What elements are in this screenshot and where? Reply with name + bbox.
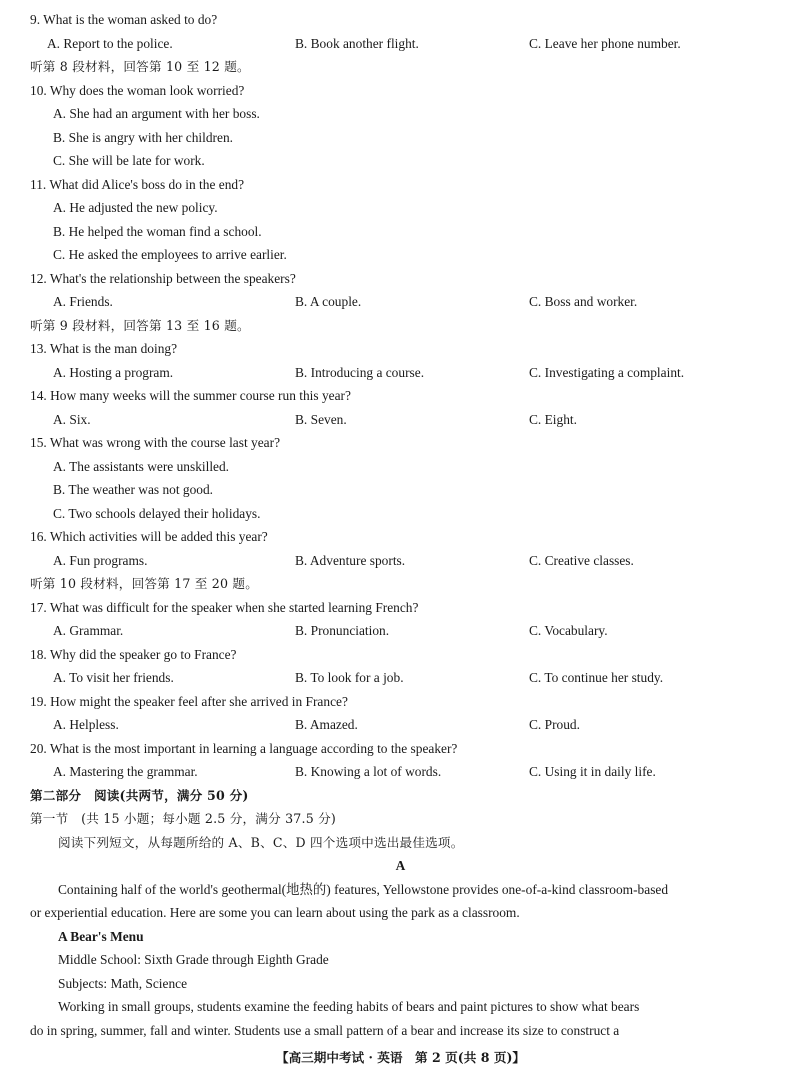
q10-option-c: C. She will be late for work. [53,153,205,168]
passage-intro-line-1: Containing half of the world's geothermal(地热的) features, Yellowstone provides one-of-a-kind classroom-based [58,882,669,897]
section-8-instruction: 听第 8 段材料，回答第 10 至 12 题。 [30,59,250,74]
question-14-options [0,411,801,429]
question-14-stem: 14. How many weeks will the summer course run this year? [30,388,351,403]
q18-option-b: B. To look for a job. [295,670,404,685]
reading-instruction: 阅读下列短文，从每题所给的 A、B、C、D 四个选项中选出最佳选项。 [58,835,464,850]
q14-option-a: A. Six. [53,412,91,427]
question-13-stem: 13. What is the man doing? [30,341,178,356]
q18-option-a: A. To visit her friends. [53,670,174,685]
q17-option-b: B. Pronunciation. [295,623,390,638]
q11-option-b: B. He helped the woman find a school. [53,224,262,239]
passage-intro-line-2: or experiential education. Here are some you can learn about using the park as a classroom. [30,905,520,920]
q12-option-c: C. Boss and worker. [529,294,638,309]
question-20-stem: 20. What is the most important in learning a language according to the speaker? [30,741,458,756]
q11-option-c: C. He asked the employees to arrive earlier. [53,247,287,262]
section-1-title: 第一节 (共 15 小题；每小题 2.5 分，满分 37.5 分) [30,811,337,826]
page-footer: 【高三期中考试 · 英语 第 2 页(共 8 页)】 [275,1050,526,1065]
q13-option-a: A. Hosting a program. [53,365,174,380]
q10-option-a: A. She had an argument with her boss. [53,106,260,121]
question-12-stem: 12. What's the relationship between the speakers? [30,271,296,286]
q14-option-c: C. Eight. [529,412,577,427]
question-20-options [0,763,801,781]
question-18-stem: 18. Why did the speaker go to France? [30,647,237,662]
q17-option-c: C. Vocabulary. [529,623,608,638]
activity-subjects: Subjects: Math, Science [58,976,188,991]
question-15-stem: 15. What was wrong with the course last year? [30,435,281,450]
q12-option-b: B. A couple. [295,294,362,309]
q15-option-b: B. The weather was not good. [53,482,214,497]
q20-option-a: A. Mastering the grammar. [53,764,198,779]
q20-option-b: B. Knowing a lot of words. [295,764,442,779]
activity-level: Middle School: Sixth Grade through Eighth Grade [58,952,329,967]
question-16-stem: 16. Which activities will be added this year? [30,529,268,544]
section-9-instruction: 听第 9 段材料，回答第 13 至 16 题。 [30,318,250,333]
q14-option-b: B. Seven. [295,412,347,427]
activity-title: A Bear's Menu [58,929,144,944]
q13-option-c: C. Investigating a complaint. [529,365,685,380]
question-9-stem: 9. What is the woman asked to do? [30,12,218,27]
question-13-options [0,364,801,382]
question-19-options [0,716,801,734]
q9-option-c: C. Leave her phone number. [529,36,681,51]
question-16-options [0,552,801,570]
q19-option-c: C. Proud. [529,717,580,732]
q9-option-a: A. Report to the police. [47,36,173,51]
q16-option-c: C. Creative classes. [529,553,634,568]
question-10-stem: 10. Why does the woman look worried? [30,83,245,98]
question-19-stem: 19. How might the speaker feel after she arrived in France? [30,694,348,709]
q11-option-a: A. He adjusted the new policy. [53,200,218,215]
q20-option-c: C. Using it in daily life. [529,764,656,779]
activity-body-line-2: do in spring, summer, fall and winter. Students use a small pattern of a bear and increase its size to construct a [30,1023,620,1038]
q15-option-c: C. Two schools delayed their holidays. [53,506,261,521]
q9-option-b: B. Book another flight. [295,36,419,51]
q19-option-b: B. Amazed. [295,717,358,732]
activity-body-line-1: Working in small groups, students examine the feeding habits of bears and paint pictures to show what bears [58,999,640,1014]
passage-label: A [395,858,406,873]
q17-option-a: A. Grammar. [53,623,124,638]
question-17-options [0,622,801,640]
question-9-options [0,35,801,53]
q15-option-a: A. The assistants were unskilled. [53,459,230,474]
q18-option-c: C. To continue her study. [529,670,664,685]
question-11-stem: 11. What did Alice's boss do in the end? [30,177,245,192]
question-18-options [0,669,801,687]
q16-option-a: A. Fun programs. [53,553,148,568]
q13-option-b: B. Introducing a course. [295,365,425,380]
part-2-title: 第二部分 阅读(共两节，满分 50 分) [30,788,249,803]
q10-option-b: B. She is angry with her children. [53,130,233,145]
q12-option-a: A. Friends. [53,294,113,309]
q19-option-a: A. Helpless. [53,717,119,732]
section-10-instruction: 听第 10 段材料，回答第 17 至 20 题。 [30,576,259,591]
question-17-stem: 17. What was difficult for the speaker when she started learning French? [30,600,419,615]
q16-option-b: B. Adventure sports. [295,553,406,568]
question-12-options [0,293,801,311]
